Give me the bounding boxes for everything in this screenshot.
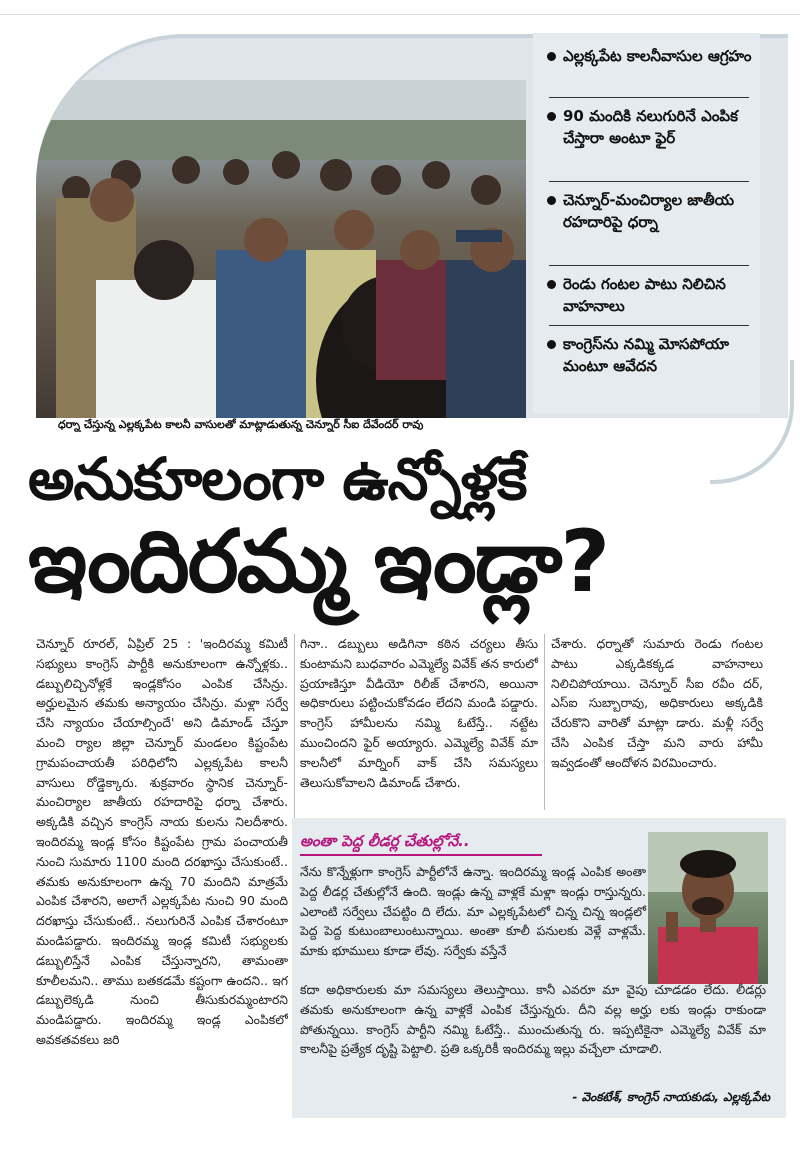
headline-line-2: ఇందిరమ్మ ఇండ్లా? xyxy=(28,512,609,612)
sidebox-title-underline xyxy=(300,854,542,856)
highlights-panel xyxy=(533,33,760,413)
top-rule xyxy=(0,0,800,15)
speaker-portrait xyxy=(648,832,768,984)
article-column-1: చెన్నూర్‌ రూరల్‌, ఏప్రిల్‌ 25 : 'ఇందిరమ్మ కమిటీ సభ్యులు కాంగ్రెస్‌ పార్టీకి అనుకూలంగా ఉన్నోళ్లకు.. డబ్బులిచ్చినోళ్లకే ఇండ్లకోసం ఎంపిక చేసిన్రు. అర్హులమైన తమకు అన్యాయం చేసిన్రు. మళ్లా సర్వే చేసి న్యాయం చేయాల్సిందే' అని డిమాండ్‌ చేస్తూ మంచి ర్యాల జిల్లా చెన్నూర్‌ మండలం కిష్టంపేట గ్రామపంచాయతీ పరిధిలోని ఎల్లక్కపేట కాలనీ వాసులు రోడ్డెక్కారు. శుక్రవారం స్థానిక చెన్నూర్‌-మంచిర్యాల జాతీయ రహదారిపై ధర్నా చేశారు. అక్కడికి వచ్చిన కాంగ్రెస్‌ నాయ కులను నిలదీశారు. ఇందిరమ్మ ఇండ్ల కోసం కిష్టంపేట గ్రామ పంచాయతీ నుంచి సుమారు 1100 మంది దరఖాస్తు చేసుకుంటే.. తమకు అనుకూలంగా ఉన్న 70 మందిని మాత్రమే ఎంపిక చేశారని, అలాగే ఎల్లక్కపేట నుంచి 90 మంది దరఖాస్తు చేసుకుంటే.. నలుగురినే ఎంపిక చేశారంటూ మండిపడ్డారు. ఇందిరమ్మ ఇండ్ల కమిటీ సభ్యులకు డబ్బులిస్తేనే ఎంపిక చేస్తున్నారని, తామంతా కూలీలమని.. తాము బతకడమే కష్టంగా ఉందని.. ఇగ డబ్బులెక్కడి నుంచి తీసుకురమ్మంటారని మండిపడ్డారు. ఇందిరమ్మ ఇండ్ల ఎంపికలో అవకతవకలు జరి xyxy=(36,636,288,1047)
article-column-3: చేశారు. ధర్నాతో సుమారు రెండు గంటల పాటు ఎక్కడికక్కడ వాహనాలు నిలిచిపోయాయి. చెన్నూర్‌ సీఐ రవీం దర్‌, ఎస్‌ఐ సుబ్బారావు, అధికారులు అక్కడికి చేరుకొని వారితో మాట్లా డారు. మళ్లీ సర్వే చేసి ఎంపిక చేస్తా మని వారు హామీ ఇవ్వడంతో ఆందోళన విరమించారు. xyxy=(551,636,763,770)
sidebox-title: అంతా పెద్ద లీడర్ల చేతుల్లోనే.. xyxy=(300,832,470,850)
highlight-divider xyxy=(549,325,749,326)
highlight-item: చెన్నూర్‌-మంచిర్యాల జాతీయ రహదారిపై ధర్నా xyxy=(547,189,752,233)
highlight-item: ఎల్లక్కపేట కాలనీవాసుల ఆగ్రహం xyxy=(547,45,752,67)
column-divider xyxy=(544,634,545,810)
bullet-dot-icon xyxy=(547,112,556,121)
bullet-dot-icon xyxy=(547,52,556,61)
article-column-2: గినా.. డబ్బులు అడిగినా కఠిన చర్యలు తీసు కుంటామని బుధవారం ఎమ్మెల్యే వివేక్‌ తన కారులో ప్రయాణిస్తూ వీడియో రిలీజ్‌ చేశారని, అయినా అధికారులు పట్టించుకోవడం లేదని మండి పడ్డారు. కాంగ్రెస్‌ హామీలను నమ్మి ఓటేస్తే.. నట్టేట ముంచిందని ఫైర్‌ అయ్యారు. ఎమ్మెల్యే వివేక్‌ మా కాలనీలో మార్నింగ్‌ వాక్‌ చేసి సమస్యలు తెలుసుకోవాలని డిమాండ్‌ చేశారు. xyxy=(300,636,538,790)
protest-photo-illustration xyxy=(36,80,526,418)
highlight-item: రెండు గంటల పాటు నిలిచిన వాహనాలు xyxy=(547,273,752,317)
bullet-dot-icon xyxy=(547,196,556,205)
highlight-divider xyxy=(549,181,749,182)
quote-signature: - వెంకటేశ్‌, కాంగ్రెస్‌ నాయకుడు, ఎల్లక్కపేట xyxy=(572,1090,770,1104)
sidebox-text-2: కదా అధికారులకు మా సమస్యలు తెలుస్తాయి. కానీ ఎవరూ మా వైపు చూడడం లేదు. లీడర్లు తమకు అనుకూలంగా ఉన్న వాళ్లకే ఎంపిక చేస్తున్నరు. దీని వల్ల అర్హు లకు ఇండ్లు రాకుండా పోతున్నయి. కాంగ్రెస్‌ పార్టీని నమ్మి ఓటేస్తే.. ముంచుతున్న రు. ఇప్పటికైనా ఎమ్మెల్యే వివేక్‌ మా కాలనీపై ప్రత్యేక దృష్టి పెట్టాలి. ప్రతి ఒక్కరికీ ఇందిరమ్మ ఇల్లు వచ్చేలా చూడాలి. xyxy=(300,982,766,1057)
bullet-dot-icon xyxy=(547,340,556,349)
highlight-item: 90 మందికి నలుగురినే ఎంపిక చేస్తారా అంటూ ఫైర్ xyxy=(547,105,752,149)
protest-photo xyxy=(36,80,526,418)
sidebox-text-1: నేను కొన్నేళ్లుగా కాంగ్రెస్‌ పార్టీలోనే ఉన్నా. ఇందిరమ్మ ఇండ్ల ఎంపిక అంతా పెద్ద లీడర్ల చేతుల్లోనే ఉంది. ఇండ్లు ఉన్న వాళ్లకే మళ్లా ఇండ్లు రాస్తున్నరు. ఎలాంటి సర్వేలు చేపట్టిం ది లేదు. మా ఎల్లక్కపేటలో చిన్న చిన్న ఇండ్లలో పెద్ద పెద్ద కుటుంబాలుంటున్నాయి. అంతా కూలీ పనులకు వెళ్లే వాళ్లమే. మాకు భూములు కూడా లేవు. సర్వేకు వస్తేనే xyxy=(300,864,646,959)
highlight-divider xyxy=(549,97,749,98)
photo-caption: ధర్నా చేస్తున్న ఎల్లక్కపేట కాలనీ వాసులతో మాట్లాడుతున్న చెన్నూర్‌ సీఐ దేవేందర్‌ రావు xyxy=(58,418,424,431)
bullet-dot-icon xyxy=(547,280,556,289)
speaker-portrait-illustration xyxy=(648,832,768,984)
headline-line-1: అనుకూలంగా ఉన్నోళ్లకే xyxy=(28,445,527,513)
highlight-divider xyxy=(549,265,749,266)
highlight-item: కాంగ్రెస్‌ను నమ్మి మోసపోయా మంటూ ఆవేదన xyxy=(547,333,752,377)
